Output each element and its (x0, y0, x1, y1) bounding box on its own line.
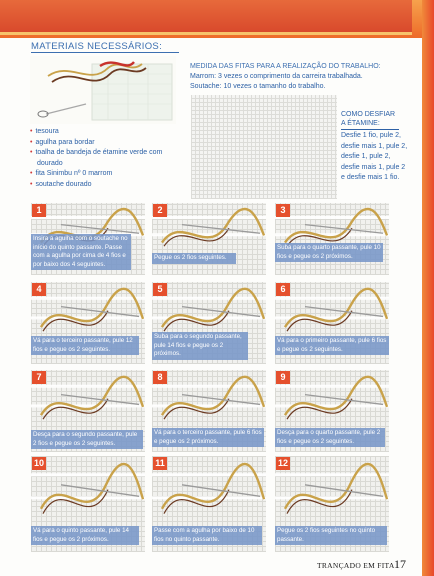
step-panel-10 (31, 456, 145, 552)
top-stripe (0, 32, 412, 35)
step-caption: Suba para o quarto passante, pule 10 fios e pegue os 2 próximos. (275, 243, 383, 262)
step-caption: Passe com a agulha por baixo de 10 fios no quinto passante. (152, 526, 262, 545)
material-text: tesoura (35, 128, 59, 135)
desfiar-underline (341, 129, 399, 130)
right-color-band (422, 0, 434, 576)
step-number: 3 (276, 204, 290, 217)
step-caption: Suba para o segundo passante, pule 14 fios e pegue os 2 próximos. (152, 332, 248, 360)
step-number: 10 (33, 458, 44, 468)
materials-photo (30, 56, 176, 124)
step-number: 6 (276, 283, 290, 296)
step-number: 5 (153, 283, 167, 296)
bullet-icon: • (30, 149, 33, 156)
step-panel-9 (275, 370, 389, 452)
step-photo (275, 203, 389, 275)
step-panel-1 (31, 203, 145, 275)
step-caption: Pegue os 2 fios seguintes. (152, 253, 236, 264)
step-caption: Vá para o quinto passante, pule 14 fios e pegue os 2 próximos. (31, 526, 139, 545)
material-text: toalha de bandeja de étamine verde com (35, 149, 163, 156)
step-number: 12 (277, 458, 288, 468)
step-caption: Insira a agulha com o soutache no início do quinto passante. Passe com a agulha por cima de 4 fios e por baixo dos 4 seguintes. (31, 234, 131, 270)
step-caption: Pegue os 2 fios seguintes no quinto passante. (275, 526, 387, 545)
step-number: 8 (153, 371, 167, 384)
material-item (30, 148, 180, 159)
material-item (30, 169, 180, 180)
material-item (30, 180, 180, 191)
magazine-name: TRANÇADO EM FITA (317, 561, 395, 570)
bullet-icon: • (30, 138, 33, 146)
step-number: 4 (32, 283, 46, 296)
step-panel-3 (275, 203, 389, 275)
material-item (30, 159, 180, 170)
step-panel-2 (152, 203, 266, 275)
step-panel-5 (152, 282, 266, 364)
step-caption: Vá para o terceiro passante, pule 6 fios e pegue os 2 próximos. (152, 428, 264, 447)
material-item (30, 138, 180, 149)
step-photo (152, 203, 266, 275)
medida-soutache: Soutache: 10 vezes o tamanho do trabalho. (190, 83, 326, 90)
step-panel-4 (31, 282, 145, 364)
step-panel-11 (152, 456, 266, 552)
etamine-photo (191, 95, 337, 199)
desfiar-title: COMO DESFIAR (341, 111, 396, 118)
step-number: 7 (32, 371, 46, 384)
materials-title-underline (31, 52, 179, 53)
step-caption: Desça para o quarto passante, pule 2 fios e pegue os 2 seguintes. (275, 428, 385, 447)
step-caption: Vá para o primeiro passante, pule 6 fios e pegue os 2 seguintes. (275, 336, 389, 355)
step-panel-12 (275, 456, 389, 552)
material-text: soutache dourado (35, 180, 92, 188)
step-caption: Vá para o terceiro passante, pule 12 fios e pegue os 2 seguintes. (31, 336, 139, 355)
material-text: dourado (37, 159, 63, 167)
step-number: 1 (32, 204, 46, 217)
materials-list (30, 127, 180, 190)
medida-title: MEDIDA DAS FITAS PARA A REALIZAÇÃO DO TRABALHO: (190, 63, 381, 70)
medida-marrom: Marrom: 3 vezes o comprimento da carreira trabalhada. (190, 73, 363, 80)
page-number: 17 (394, 557, 406, 571)
step-panel-7 (31, 370, 145, 452)
step-number: 9 (276, 371, 290, 384)
step-number: 2 (153, 204, 167, 217)
step-panel-6 (275, 282, 389, 364)
material-item (30, 127, 180, 138)
bullet-icon: • (30, 180, 33, 188)
material-text: fita Sinimbu nº 0 marrom (35, 170, 113, 177)
desfiar-text: Desfie 1 fio, pule 2, desfie mais 1, pule 2, desfie 1, pule 2, desfie mais 1, pule 2 e desfie mais 1 fio. (341, 132, 408, 181)
material-text: agulha para bordar (35, 138, 95, 146)
bullet-icon: • (30, 128, 33, 135)
step-number: 11 (153, 457, 167, 470)
materials-title: MATERIAIS NECESSÁRIOS: (31, 41, 163, 52)
bullet-icon: • (30, 170, 33, 177)
desfiar-title-2: A ÉTAMINE: (341, 120, 380, 127)
step-caption: Desça para o segundo passante, pule 2 fios e pegue os 2 seguintes. (31, 430, 143, 449)
step-panel-8 (152, 370, 266, 452)
